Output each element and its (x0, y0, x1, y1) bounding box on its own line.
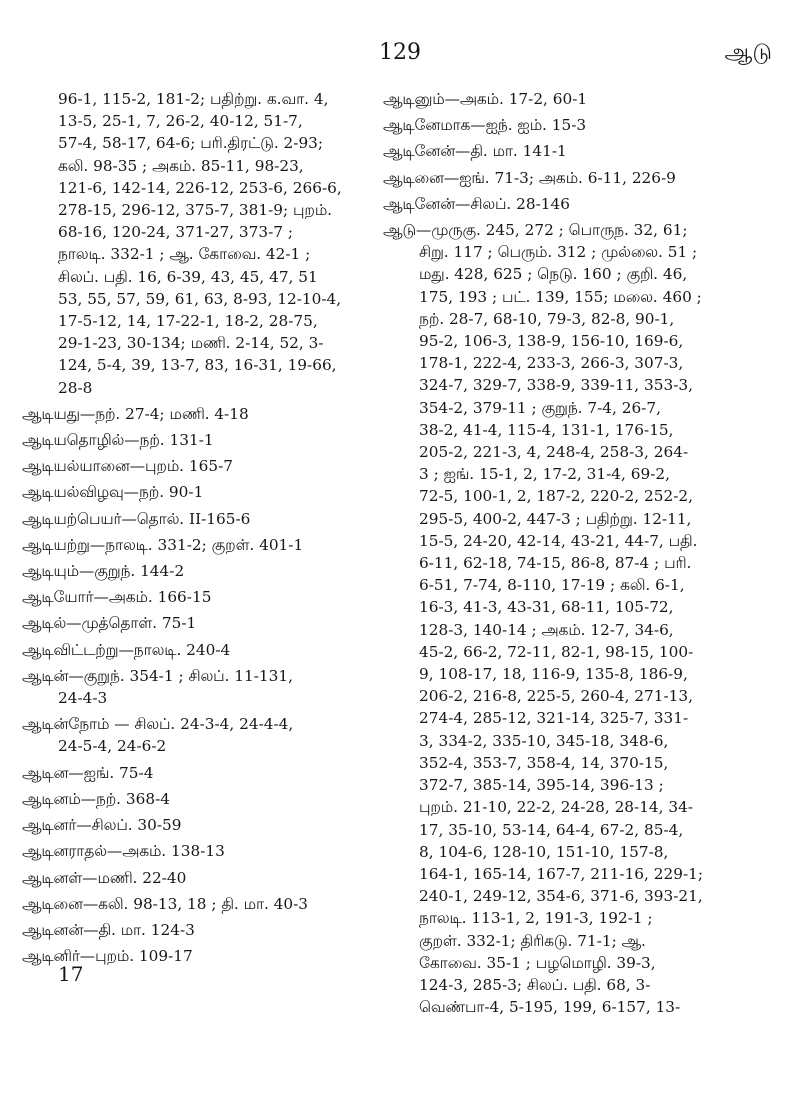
index-entry (22, 429, 378, 451)
entry-line: புறம். 21-10, 22-2, 24-28, 28-14, 34- (419, 798, 694, 817)
entry-line: ஆடிவிட்டற்று—நாலடி. 240-4 (22, 640, 231, 659)
index-entry (22, 534, 378, 556)
index-entry (383, 193, 783, 215)
entry-line: கோவை. 35-1 ; பழமொழி. 39-3, (419, 953, 656, 972)
signature-mark: 17 (58, 962, 84, 986)
entry-line: 72-5, 100-1, 2, 187-2, 220-2, 252-2, (419, 487, 693, 506)
entry-line: ஆடின்நோம் — சிலப். 24-3-4, 24-4-4, (22, 715, 294, 734)
entry-line: 124-3, 285-3; சிலப். பதி. 68, 3- (419, 975, 651, 994)
entry-line: 24-5-4, 24-6-2 (58, 737, 167, 756)
entry-line: ஆடினிர்—புறம். 109-17 (22, 947, 193, 966)
page-number: 129 (379, 40, 421, 65)
index-entry (22, 893, 378, 915)
entry-line: ஆடினேமாக—ஐந். ஐம். 15-3 (383, 116, 587, 135)
entry-line: நாலடி. 113-1, 2, 191-3, 192-1 ; (419, 909, 653, 928)
index-entry (22, 612, 378, 634)
entry-line: ஆடில்—முத்தொள். 75-1 (22, 614, 197, 633)
index-entry (383, 114, 783, 136)
running-header-word: ஆடு (724, 40, 772, 65)
entry-line: ஆடியும்—குறுந். 144-2 (22, 562, 185, 581)
index-entry (22, 713, 378, 757)
entry-line: ஆடினேன்—சிலப். 28-146 (383, 194, 570, 213)
right-column (383, 88, 783, 1018)
index-entry (22, 403, 378, 425)
text-line: 96-1, 115-2, 181-2; பதிற்று. க.வா. 4, (58, 90, 329, 108)
entry-line: 205-2, 221-3, 4, 248-4, 258-3, 264- (419, 443, 689, 462)
entry-line: 6-11, 62-18, 74-15, 86-8, 87-4 ; பரி. (419, 554, 692, 573)
text-line: 124, 5-4, 39, 13-7, 83, 16-31, 19-66, (58, 356, 337, 375)
entry-line: ஆடியல்விழவு—நற். 90-1 (22, 483, 204, 502)
text-line: 53, 55, 57, 59, 61, 63, 8-93, 12-10-4, (58, 289, 342, 308)
entry-line: ஆடினன்—தி. மா. 124-3 (22, 920, 195, 939)
entry-line: 324-7, 329-7, 338-9, 339-11, 353-3, (419, 376, 693, 395)
index-entry (22, 867, 378, 889)
index-entry (383, 88, 783, 110)
text-line: 57-4, 58-17, 64-6; பரி.திரட்டு. 2-93; (58, 134, 324, 153)
index-entry (22, 508, 378, 530)
index-entry (383, 167, 783, 189)
entry-line: ஆடியோர்—அகம். 166-15 (22, 588, 212, 607)
entry-line: ஆடியற்று—நாலடி. 331-2; குறள். 401-1 (22, 535, 304, 554)
index-entry (22, 814, 378, 836)
entry-line: நற். 28-7, 68-10, 79-3, 82-8, 90-1, (419, 309, 675, 328)
index-entry (22, 586, 378, 608)
entry-line: ஆடினை—ஐங். 71-3; அகம். 6-11, 226-9 (383, 168, 676, 187)
entry-line: 178-1, 222-4, 233-3, 266-3, 307-3, (419, 354, 684, 373)
entry-line: 95-2, 106-3, 138-9, 156-10, 169-6, (419, 332, 684, 351)
continuation-block (22, 88, 378, 399)
left-column (22, 88, 378, 967)
text-line: 17-5-12, 14, 17-22-1, 18-2, 28-75, (58, 312, 318, 331)
entry-line: 45-2, 66-2, 72-11, 82-1, 98-15, 100- (419, 642, 694, 661)
entry-line: 3 ; ஐங். 15-1, 2, 17-2, 31-4, 69-2, (419, 465, 670, 484)
entry-line: ஆடினராதல்—அகம். 138-13 (22, 842, 225, 861)
entry-line: 6-51, 7-74, 8-110, 17-19 ; கலி. 6-1, (419, 576, 685, 595)
entry-line: ஆடினை—கலி. 98-13, 18 ; தி. மா. 40-3 (22, 894, 309, 913)
entry-line: ஆடியது—நற். 27-4; மணி. 4-18 (22, 404, 249, 423)
entry-line: 206-2, 216-8, 225-5, 260-4, 271-13, (419, 687, 693, 706)
text-line: சிலப். பதி. 16, 6-39, 43, 45, 47, 51 (58, 267, 318, 286)
entry-line: ஆடினம்—நற். 368-4 (22, 789, 171, 808)
index-entry (22, 665, 378, 709)
entry-line: 3, 334-2, 335-10, 345-18, 348-6, (419, 731, 669, 750)
entry-line: 128-3, 140-14 ; அகம். 12-7, 34-6, (419, 620, 674, 639)
index-entry (22, 455, 378, 477)
index-entry (22, 560, 378, 582)
entry-line: ஆடினும்—அகம். 17-2, 60-1 (383, 90, 588, 108)
entry-line: 240-1, 249-12, 354-6, 371-6, 393-21, (419, 887, 703, 906)
entry-line: ஆடியல்யானை—புறம். 165-7 (22, 457, 233, 476)
index-entry (383, 140, 783, 162)
entry-line: சிறு. 117 ; பெரும். 312 ; முல்லை. 51 ; (419, 243, 698, 262)
entry-line: குறள். 332-1; திரிகடு. 71-1; ஆ. (419, 931, 646, 950)
entry-line: 354-2, 379-11 ; குறுந். 7-4, 26-7, (419, 398, 661, 417)
entry-line: 38-2, 41-4, 115-4, 131-1, 176-15, (419, 420, 674, 439)
index-entry (22, 919, 378, 941)
text-line: 28-8 (58, 378, 93, 397)
entry-line: 17, 35-10, 53-14, 64-4, 67-2, 85-4, (419, 820, 684, 839)
text-line: கலி. 98-35 ; அகம். 85-11, 98-23, (58, 156, 304, 175)
index-entry-aadu (383, 219, 783, 1018)
entry-line: 352-4, 353-7, 358-4, 14, 370-15, (419, 753, 669, 772)
entry-line: 164-1, 165-14, 167-7, 211-16, 229-1; (419, 864, 704, 883)
entry-line: ஆடின—ஐங். 75-4 (22, 763, 154, 782)
entry-line: ஆடியதொழில்—நற். 131-1 (22, 431, 214, 450)
entry-line: ஆடினர்—சிலப். 30-59 (22, 816, 182, 835)
entry-line: 15-5, 24-20, 42-14, 43-21, 44-7, பதி. (419, 531, 698, 550)
text-line: 29-1-23, 30-134; மணி. 2-14, 52, 3- (58, 334, 324, 353)
text-line: நாலடி. 332-1 ; ஆ. கோவை. 42-1 ; (58, 245, 311, 264)
entry-line: 175, 193 ; பட். 139, 155; மலை. 460 ; (419, 287, 702, 306)
index-entry (22, 481, 378, 503)
entry-line: 24-4-3 (58, 689, 108, 708)
text-line: 278-15, 296-12, 375-7, 381-9; புறம். (58, 201, 333, 220)
index-entry (22, 762, 378, 784)
index-entry (22, 639, 378, 661)
entry-line: 8, 104-6, 128-10, 151-10, 157-8, (419, 842, 669, 861)
index-entry (22, 788, 378, 810)
text-line: 13-5, 25-1, 7, 26-2, 40-12, 51-7, (58, 112, 303, 131)
entry-line: 274-4, 285-12, 321-14, 325-7, 331- (419, 709, 689, 728)
index-entry (22, 840, 378, 862)
entry-line: 372-7, 385-14, 395-14, 396-13 ; (419, 776, 664, 795)
entry-line: ஆடு—முருகு. 245, 272 ; பொருந. 32, 61; (383, 221, 688, 240)
entry-line: வெண்பா-4, 5-195, 199, 6-157, 13- (419, 998, 681, 1017)
entry-line: ஆடின்—குறுந். 354-1 ; சிலப். 11-131, (22, 666, 293, 685)
text-line: 121-6, 142-14, 226-12, 253-6, 266-6, (58, 178, 342, 197)
entry-line: ஆடினள்—மணி. 22-40 (22, 868, 187, 887)
entry-line: 9, 108-17, 18, 116-9, 135-8, 186-9, (419, 665, 688, 684)
entry-line: ஆடியற்பெயர்—தொல். II-165-6 (22, 509, 251, 528)
text-line: 68-16, 120-24, 371-27, 373-7 ; (58, 223, 294, 242)
entry-line: 295-5, 400-2, 447-3 ; பதிற்று. 12-11, (419, 509, 692, 528)
entry-line: மது. 428, 625 ; நெடு. 160 ; குறி. 46, (419, 265, 688, 284)
entry-line: 16-3, 41-3, 43-31, 68-11, 105-72, (419, 598, 674, 617)
entry-line: ஆடினேன்—தி. மா. 141-1 (383, 142, 567, 161)
